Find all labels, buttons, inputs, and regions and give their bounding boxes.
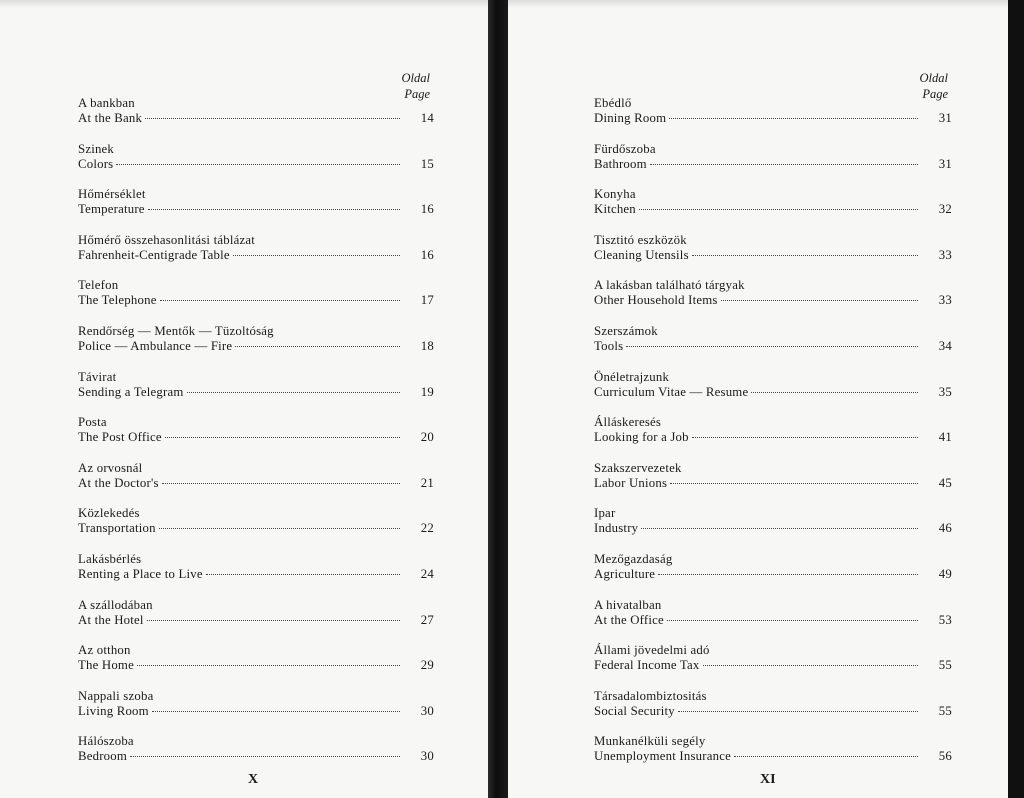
entry-hungarian-title: Szinek	[78, 141, 115, 156]
entry-english-title: Police — Ambulance — Fire	[78, 339, 233, 353]
entry-english-row	[78, 339, 434, 354]
entry-page-number: 19	[420, 384, 434, 399]
entry-hungarian-title: Tisztitó eszközök	[594, 232, 687, 247]
toc-entry	[78, 233, 434, 263]
entry-hungarian-title: Társadalombiztositás	[594, 688, 707, 703]
entry-english-row	[594, 613, 952, 628]
entry-english-row	[78, 430, 434, 445]
toc-entry	[78, 461, 434, 491]
entry-english-title: Sending a Telegram	[78, 384, 184, 399]
entry-english-title: The Post Office	[78, 430, 162, 445]
entry-english-title: Fahrenheit-Centigrade Table	[78, 247, 230, 262]
entry-english-title: Curriculum Vitae — Resume	[594, 384, 749, 399]
entry-page-number: 31	[938, 156, 952, 171]
dot-leader	[692, 255, 918, 256]
entry-english-title: Temperature	[78, 202, 145, 217]
entry-english-title: Industry	[594, 521, 639, 536]
toc-entry	[78, 689, 434, 719]
toc-entry	[78, 324, 434, 354]
entry-english-row	[78, 704, 434, 719]
toc-entry	[594, 233, 952, 263]
entry-page-number: 46	[938, 521, 952, 536]
dot-leader	[667, 620, 918, 621]
dot-leader	[147, 620, 400, 621]
dot-leader	[187, 392, 400, 393]
entry-hungarian-title: Telefon	[78, 278, 119, 293]
entry-hungarian-title: Az otthon	[78, 643, 131, 658]
toc-entry	[78, 734, 434, 764]
entry-english-title: Federal Income Tax	[594, 658, 700, 673]
toc-entry	[594, 506, 952, 536]
toc-entry	[594, 689, 952, 719]
entry-english-title: Kitchen	[594, 202, 636, 217]
entry-english-title: At the Hotel	[78, 612, 144, 627]
dot-leader	[751, 392, 918, 393]
toc-entry	[594, 643, 952, 673]
entry-english-row	[594, 339, 952, 354]
entry-page-number: 15	[420, 156, 434, 171]
toc-entry	[78, 506, 434, 536]
entry-english-row	[78, 476, 434, 491]
entry-english-title: Other Household Items	[594, 293, 718, 308]
entry-english-row	[594, 476, 952, 491]
entry-hungarian-title: Álláskeresés	[594, 415, 662, 430]
entry-hungarian-title: Hőmérő összehasonlitási táblázat	[78, 232, 255, 247]
entry-hungarian-title: Munkanélküli segély	[594, 734, 706, 749]
entry-page-number: 33	[938, 293, 952, 308]
entry-english-title: At the Doctor's	[78, 475, 159, 490]
entry-english-row	[594, 704, 952, 719]
entry-english-title: Transportation	[78, 521, 156, 536]
entry-english-title: Cleaning Utensils	[594, 247, 689, 262]
dot-leader	[703, 665, 918, 666]
entry-english-row	[78, 385, 434, 400]
toc-entry	[78, 370, 434, 400]
entry-english-title: The Home	[78, 658, 134, 673]
toc-entry	[594, 187, 952, 217]
entry-english-row	[594, 385, 952, 400]
entry-hungarian-title: Az orvosnál	[78, 460, 143, 475]
dot-leader	[678, 711, 918, 712]
entry-hungarian-title: Posta	[78, 415, 107, 430]
entry-english-title: Dining Room	[594, 111, 667, 125]
dot-leader	[639, 209, 918, 210]
header-en: Page	[404, 87, 430, 101]
dot-leader	[160, 300, 400, 301]
left-page	[0, 0, 488, 798]
entry-english-title: Bedroom	[78, 749, 128, 764]
entry-english-title: Unemployment Insurance	[594, 749, 731, 764]
entry-english-title: Labor Unions	[594, 475, 668, 490]
entry-hungarian-title: Szerszámok	[594, 324, 658, 338]
entry-english-title: Social Security	[594, 703, 675, 718]
entry-page-number: 55	[938, 703, 952, 718]
entry-page-number: 18	[420, 339, 434, 353]
entry-hungarian-title: Állami jövedelmi adó	[594, 643, 710, 658]
dot-leader	[734, 756, 918, 757]
entry-english-title: Agriculture	[594, 567, 656, 581]
entry-page-number: 30	[420, 703, 434, 718]
entry-hungarian-title: Lakásbérlés	[78, 552, 142, 566]
entry-english-row	[594, 157, 952, 172]
entry-english-row	[594, 521, 952, 536]
entry-hungarian-title: A hivatalban	[594, 597, 662, 612]
dot-leader	[152, 711, 400, 712]
entry-english-row	[78, 248, 434, 263]
entry-english-title: Living Room	[78, 703, 149, 718]
entry-english-row	[594, 430, 952, 445]
entry-english-row	[78, 613, 434, 628]
toc-entry	[594, 734, 952, 764]
entry-english-row	[594, 658, 952, 673]
dot-leader	[162, 483, 400, 484]
entry-english-row	[594, 111, 952, 126]
toc-entry	[594, 324, 952, 354]
entry-english-row	[594, 202, 952, 217]
dot-leader	[692, 437, 918, 438]
toc-entry	[78, 278, 434, 308]
toc-entry	[78, 142, 434, 172]
toc-entry	[594, 278, 952, 308]
entry-page-number: 16	[420, 247, 434, 262]
entry-english-title: At the Bank	[78, 111, 143, 125]
header-en: Page	[922, 87, 948, 101]
entry-english-row	[594, 749, 952, 764]
dot-leader	[206, 574, 400, 575]
toc-entry	[594, 96, 952, 126]
toc-entry	[78, 643, 434, 673]
entry-hungarian-title: Ebédlő	[594, 96, 632, 110]
entry-hungarian-title: Hőmérséklet	[78, 187, 146, 202]
toc-entry	[78, 552, 434, 582]
entry-hungarian-title: Fürdőszoba	[594, 141, 656, 156]
entry-page-number: 55	[938, 658, 952, 673]
toc-entry	[78, 415, 434, 445]
header-hu: Oldal	[919, 71, 948, 85]
entry-page-number: 29	[420, 658, 434, 673]
entry-hungarian-title: Konyha	[594, 187, 636, 202]
entry-page-number: 21	[420, 475, 434, 490]
entry-page-number: 31	[938, 111, 952, 125]
page-folio: X	[248, 772, 259, 787]
dot-leader	[159, 528, 400, 529]
entry-english-row	[78, 293, 434, 308]
page-folio: XI	[760, 772, 776, 787]
entry-english-row	[78, 202, 434, 217]
dot-leader	[650, 164, 918, 165]
dot-leader	[165, 437, 400, 438]
dot-leader	[130, 756, 400, 757]
entry-page-number: 27	[420, 612, 434, 627]
dot-leader	[658, 574, 918, 575]
entry-page-number: 41	[938, 430, 952, 445]
entry-hungarian-title: Nappali szoba	[78, 688, 154, 703]
dot-leader	[116, 164, 400, 165]
entry-english-row	[78, 111, 434, 126]
dot-leader	[235, 346, 400, 347]
entry-english-row	[78, 157, 434, 172]
toc-entry	[594, 461, 952, 491]
entry-page-number: 34	[938, 339, 952, 353]
toc-entry	[78, 598, 434, 628]
dot-leader	[626, 346, 918, 347]
entry-hungarian-title: A bankban	[78, 96, 135, 110]
header-hu: Oldal	[401, 71, 430, 85]
entry-english-row	[78, 567, 434, 582]
entry-english-title: Colors	[78, 156, 114, 171]
entry-hungarian-title: Mezőgazdaság	[594, 552, 673, 566]
toc-entry	[78, 187, 434, 217]
entry-english-row	[594, 567, 952, 582]
right-page	[508, 0, 1008, 798]
entry-hungarian-title: Ipar	[594, 506, 616, 521]
entry-page-number: 33	[938, 247, 952, 262]
entry-hungarian-title: Közlekedés	[78, 506, 140, 521]
dot-leader	[670, 483, 918, 484]
book-spine	[488, 0, 508, 798]
dot-leader	[721, 300, 918, 301]
entry-page-number: 45	[938, 475, 952, 490]
entry-page-number: 24	[420, 567, 434, 581]
toc-entry	[594, 370, 952, 400]
entry-hungarian-title: A lakásban található tárgyak	[594, 278, 745, 293]
toc-entry	[594, 415, 952, 445]
toc-entry	[594, 142, 952, 172]
entry-hungarian-title: Távirat	[78, 369, 117, 384]
entry-page-number: 49	[938, 567, 952, 581]
entry-page-number: 53	[938, 612, 952, 627]
entry-page-number: 14	[420, 111, 434, 125]
entry-page-number: 32	[938, 202, 952, 217]
entry-hungarian-title: Hálószoba	[78, 734, 134, 749]
entry-page-number: 35	[938, 384, 952, 399]
entry-hungarian-title: Szakszervezetek	[594, 460, 682, 475]
entry-hungarian-title: Önéletrajzunk	[594, 369, 670, 384]
entry-english-row	[594, 293, 952, 308]
entry-page-number: 22	[420, 521, 434, 536]
entry-page-number: 30	[420, 749, 434, 764]
entry-hungarian-title: A szállodában	[78, 597, 153, 612]
entry-english-title: Bathroom	[594, 156, 647, 171]
toc-entry	[78, 96, 434, 126]
contents-list-right	[594, 96, 952, 766]
entry-english-title: At the Office	[594, 612, 664, 627]
entry-english-title: The Telephone	[78, 293, 157, 308]
entry-page-number: 56	[938, 749, 952, 764]
entry-english-title: Looking for a Job	[594, 430, 689, 445]
entry-page-number: 16	[420, 202, 434, 217]
entry-english-title: Tools	[594, 339, 624, 353]
dot-leader	[641, 528, 918, 529]
dot-leader	[148, 209, 400, 210]
toc-entry	[594, 598, 952, 628]
contents-list-left	[78, 96, 434, 766]
entry-english-row	[78, 658, 434, 673]
entry-page-number: 17	[420, 293, 434, 308]
entry-page-number: 20	[420, 430, 434, 445]
toc-entry	[594, 552, 952, 582]
dot-leader	[669, 118, 918, 119]
dot-leader	[137, 665, 400, 666]
entry-english-title: Renting a Place to Live	[78, 567, 203, 581]
entry-hungarian-title: Rendőrség — Mentők — Tüzoltóság	[78, 324, 274, 338]
page-top-shadow	[0, 0, 488, 8]
dot-leader	[145, 118, 400, 119]
entry-english-row	[78, 521, 434, 536]
book-edge	[1008, 0, 1024, 798]
entry-english-row	[594, 248, 952, 263]
dot-leader	[233, 255, 400, 256]
entry-english-row	[78, 749, 434, 764]
page-top-shadow	[508, 0, 1008, 8]
